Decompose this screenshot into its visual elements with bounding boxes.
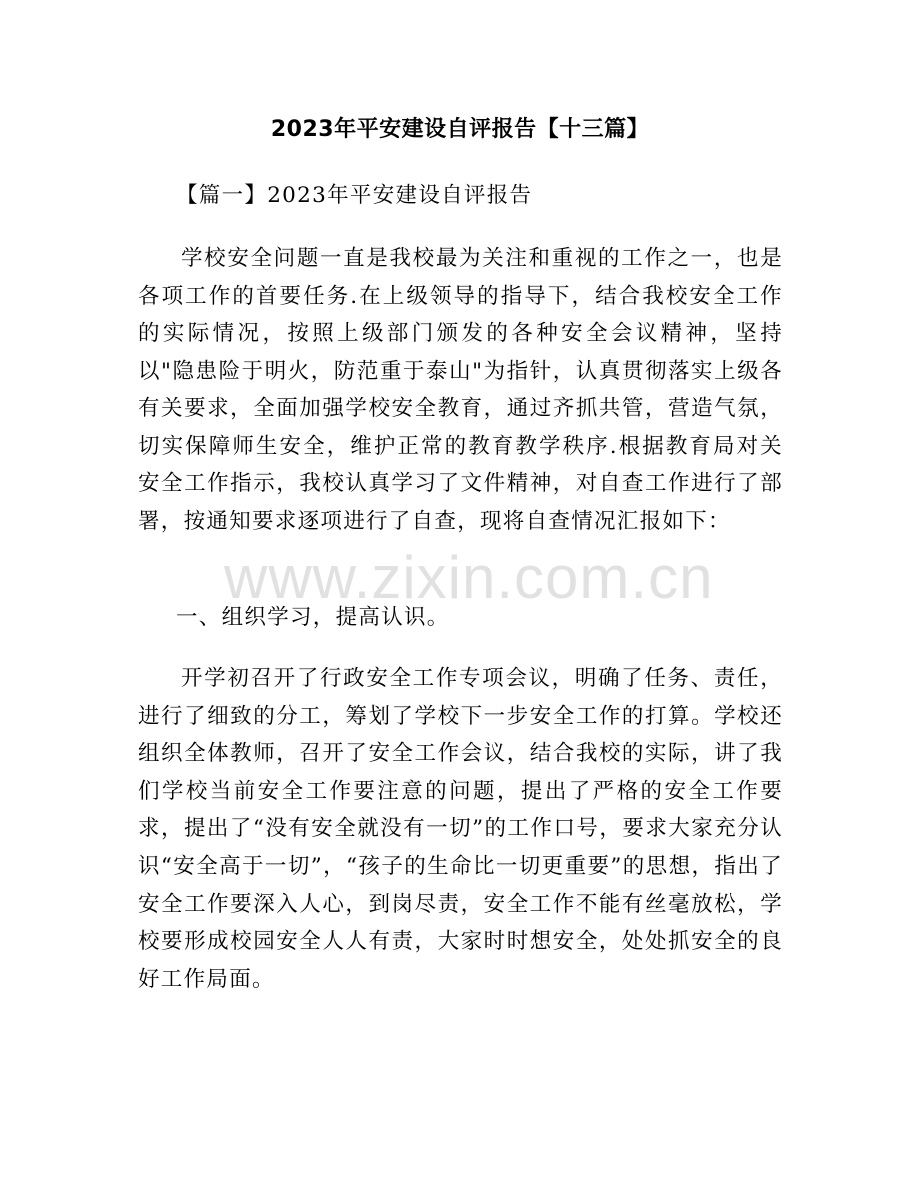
section-heading: 【篇一】2023年平安建设自评报告 [176,183,533,208]
body-paragraph-1: 学校安全问题一直是我校最为关注和重视的工作之一，也是各项工作的首要任务.在上级领导的指导下，结合我校安全工作的实际情况，按照上级部门颁发的各种安全会议精神，坚持以"隐患险于明火，防范重于泰山"为指针，认真贯彻落实上级各有关要求，全面加强学校安全教育，通过齐抓共管，营造气氛，切实保障师生安全，维护正常的教育教学秩序.根据教育局对关安全工作指示，我校认真学习了文件精神，对自查工作进行了部署，按通知要求逐项进行了自查，现将自查情况汇报如下： [138,246,783,534]
document-title: 2023年平安建设自评报告【十三篇】 [270,117,650,142]
watermark: www.zixin.com.cn [224,544,714,611]
body-paragraph-2: 开学初召开了行政安全工作专项会议，明确了任务、责任，进行了细致的分工，筹划了学校下一步安全工作的打算。学校还组织全体教师，召开了安全工作会议，结合我校的实际，讲了我们学校当前安全工作要注意的问题，提出了严格的安全工作要求，提出了“没有安全就没有一切”的工作口号，要求大家充分认识“安全高于一切”，“孩子的生命比一切更重要”的思想，指出了安全工作要深入人心，到岗尽责，安全工作不能有丝毫放松，学校要形成校园安全人人有责，大家时时想安全，处处抓安全的良好工作局面。 [138,666,783,992]
subheading-1: 一、组织学习，提高认识。 [176,605,450,630]
